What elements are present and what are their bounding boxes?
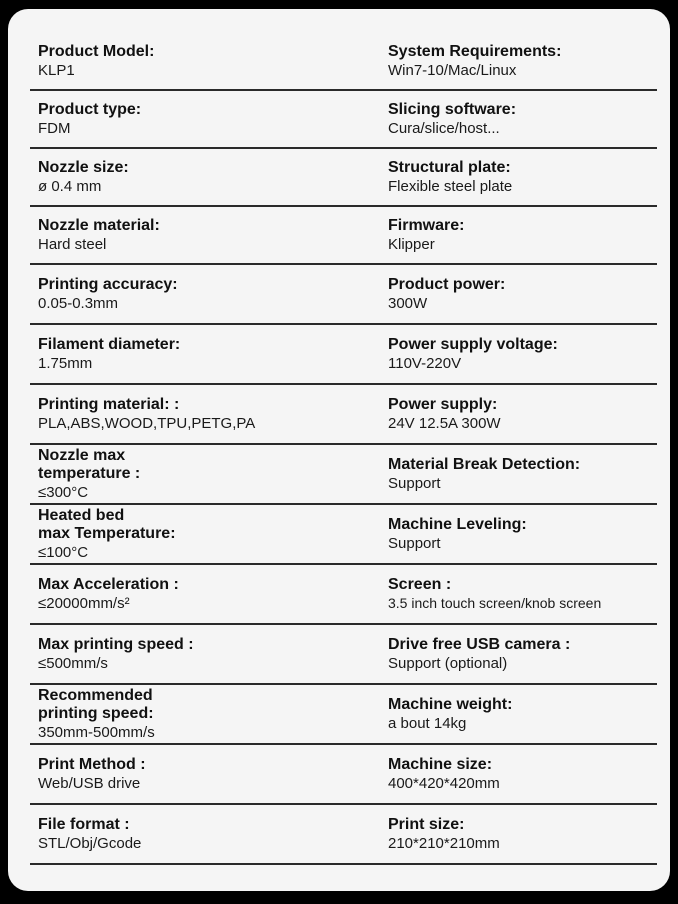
spec-row [30, 149, 657, 207]
spec-cell-right [388, 91, 653, 147]
spec-row [30, 325, 657, 385]
spec-label: Max printing speed : [38, 635, 194, 653]
spec-label: Product Model: [38, 42, 155, 60]
spec-label: Machine size: [388, 755, 493, 773]
spec-cell-left [38, 805, 368, 863]
spec-cell-left [38, 565, 368, 623]
spec-card [8, 9, 670, 891]
spec-label: temperature : [38, 464, 141, 482]
spec-row [30, 565, 657, 625]
spec-cell-left [38, 207, 368, 263]
spec-value: 24V 12.5A 300W [388, 414, 501, 432]
spec-row [30, 745, 657, 805]
spec-value: a bout 14kg [388, 714, 467, 732]
spec-row [30, 33, 657, 91]
spec-value: 0.05-0.3mm [38, 294, 119, 312]
spec-row [30, 91, 657, 149]
spec-label: Firmware: [388, 216, 465, 234]
spec-value: Klipper [388, 235, 435, 253]
spec-cell-left [38, 265, 368, 323]
spec-label: Printing accuracy: [38, 275, 178, 293]
spec-cell-right [388, 805, 653, 863]
spec-cell-right [388, 445, 653, 503]
spec-label: Nozzle size: [38, 158, 129, 176]
spec-value: STL/Obj/Gcode [38, 834, 142, 852]
spec-value: KLP1 [38, 61, 75, 79]
spec-cell-right [388, 207, 653, 263]
spec-value: PLA,ABS,WOOD,TPU,PETG,PA [38, 414, 256, 432]
spec-value: Support [388, 474, 441, 492]
spec-cell-left [38, 33, 368, 89]
spec-label: Product type: [38, 100, 142, 118]
spec-value: Support (optional) [388, 654, 508, 672]
spec-value: ≤300°C [38, 483, 89, 501]
spec-row [30, 625, 657, 685]
spec-cell-left [38, 445, 368, 503]
spec-row [30, 505, 657, 565]
spec-label: Machine weight: [388, 695, 513, 713]
spec-cell-left [38, 91, 368, 147]
spec-label: Printing material: : [38, 395, 180, 413]
spec-label: Machine Leveling: [388, 515, 527, 533]
spec-value: Flexible steel plate [388, 177, 513, 195]
spec-label: File format : [38, 815, 130, 833]
spec-cell-right [388, 625, 653, 683]
spec-label: Power supply voltage: [388, 335, 558, 353]
spec-label: Heated bed [38, 506, 125, 524]
spec-label: Max Acceleration : [38, 575, 179, 593]
spec-row [30, 207, 657, 265]
spec-value: Win7-10/Mac/Linux [388, 61, 517, 79]
spec-cell-right [388, 565, 653, 623]
spec-row [30, 445, 657, 505]
spec-cell-right [388, 265, 653, 323]
spec-value: ø 0.4 mm [38, 177, 102, 195]
spec-value: ≤500mm/s [38, 654, 108, 672]
spec-value: 210*210*210mm [388, 834, 500, 852]
spec-label: Nozzle material: [38, 216, 160, 234]
spec-cell-left [38, 745, 368, 803]
spec-table [30, 33, 657, 865]
spec-value: Hard steel [38, 235, 107, 253]
spec-cell-right [388, 505, 653, 563]
spec-label: printing speed: [38, 704, 154, 722]
spec-value: 110V-220V [388, 354, 462, 372]
spec-label: Nozzle max [38, 446, 126, 464]
spec-label: Print Method : [38, 755, 146, 773]
spec-value: ≤20000mm/s² [38, 594, 130, 612]
spec-label: Power supply: [388, 395, 498, 413]
spec-cell-left [38, 505, 368, 563]
spec-label: Structural plate: [388, 158, 511, 176]
spec-cell-left [38, 685, 368, 743]
spec-value: ≤100°C [38, 543, 89, 561]
spec-label: Product power: [388, 275, 506, 293]
spec-row [30, 265, 657, 325]
spec-value: 400*420*420mm [388, 774, 500, 792]
spec-value: Web/USB drive [38, 774, 141, 792]
spec-cell-right [388, 33, 653, 89]
spec-label: Drive free USB camera : [388, 635, 571, 653]
spec-value: Support [388, 534, 441, 552]
spec-label: max Temperature: [38, 524, 176, 542]
spec-row [30, 685, 657, 745]
spec-cell-left [38, 149, 368, 205]
spec-cell-left [38, 625, 368, 683]
spec-cell-right [388, 325, 653, 383]
spec-cell-right [388, 685, 653, 743]
spec-label: Recommended [38, 686, 153, 704]
spec-label: System Requirements: [388, 42, 562, 60]
spec-cell-left [38, 385, 368, 443]
spec-label: Slicing software: [388, 100, 517, 118]
spec-cell-right [388, 745, 653, 803]
spec-label: Filament diameter: [38, 335, 181, 353]
spec-value: 1.75mm [38, 354, 93, 372]
spec-label: Screen : [388, 575, 452, 593]
spec-cell-right [388, 385, 653, 443]
spec-row [30, 805, 657, 865]
spec-value: 3.5 inch touch screen/knob screen [388, 594, 602, 611]
spec-value: FDM [38, 119, 71, 137]
spec-value: 300W [388, 294, 428, 312]
spec-cell-left [38, 325, 368, 383]
spec-value: Cura/slice/host... [388, 119, 500, 137]
spec-value: 350mm-500mm/s [38, 723, 155, 741]
spec-row [30, 385, 657, 445]
spec-label: Print size: [388, 815, 465, 833]
spec-label: Material Break Detection: [388, 455, 581, 473]
spec-cell-right [388, 149, 653, 205]
